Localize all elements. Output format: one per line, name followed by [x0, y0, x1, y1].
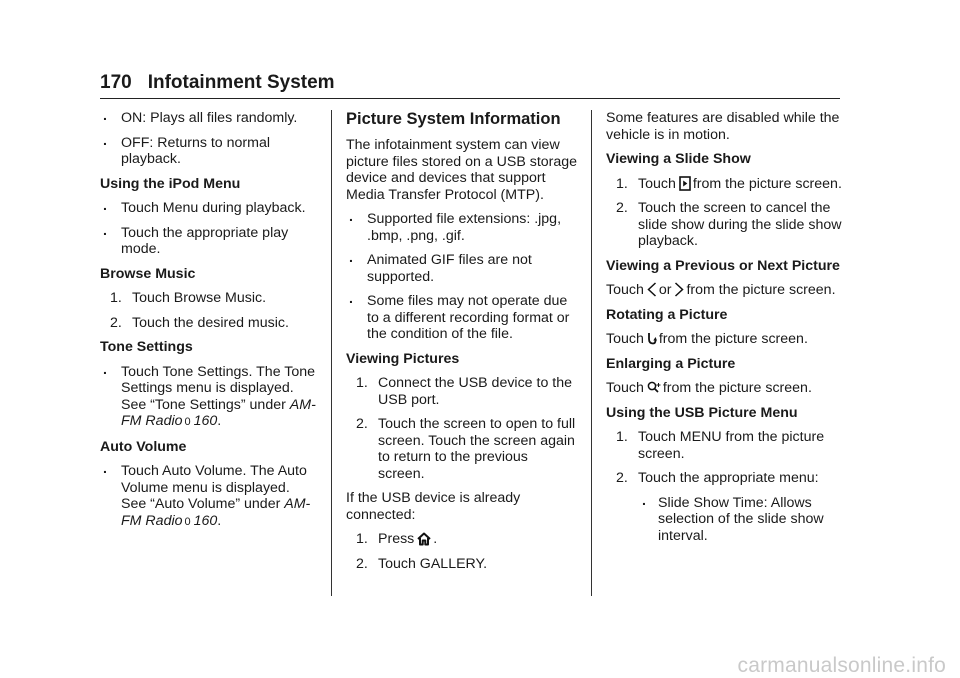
- item-text: Touch the appropriate play mode.: [121, 224, 289, 257]
- step-item: [100, 315, 316, 332]
- bullet: .: [103, 132, 107, 149]
- column-3: [606, 110, 842, 552]
- step-number: 1.: [356, 531, 368, 547]
- bullet: .: [103, 222, 107, 239]
- page-header: [100, 72, 840, 94]
- step-item: [346, 416, 578, 482]
- heading-slide-show: Viewing a Slide Show: [606, 151, 751, 167]
- intro-paragraph: Some features are disabled while the vehicle is in motion.: [606, 110, 840, 143]
- step-text: Touch GALLERY.: [378, 555, 488, 572]
- previous-next-paragraph: [606, 282, 842, 299]
- heading-rotating: Rotating a Picture: [606, 306, 728, 323]
- text: Touch: [606, 331, 644, 347]
- step-number: 1.: [110, 290, 122, 306]
- step-number: 2.: [356, 416, 368, 432]
- page-ref-symbol: 0: [184, 416, 191, 428]
- text: or: [658, 282, 672, 298]
- list-item: [100, 132, 316, 168]
- page-ref-number: 160: [193, 413, 218, 429]
- list-item: [346, 252, 578, 285]
- chevron-right-icon: [674, 282, 684, 297]
- item-text: Animated GIF files are not supported.: [367, 252, 532, 285]
- heading-ipod-menu: Using the iPod Menu: [100, 175, 241, 192]
- step-number: 2.: [616, 470, 628, 486]
- step-text-suffix: from the picture screen.: [692, 175, 842, 192]
- item-text: Touch Tone Settings. The Tone Settings menu is displayed. See “Tone Settings” under: [121, 363, 316, 413]
- step-text: Touch: [638, 175, 676, 192]
- heading-previous-next: Viewing a Previous or Next Picture: [606, 257, 840, 274]
- text: from the picture screen.: [686, 282, 836, 298]
- column-divider-2: [591, 110, 592, 596]
- rotate-icon: [647, 331, 657, 346]
- item-text: Slide Show Time: Allows selection of the slide show interval.: [658, 494, 824, 544]
- step-text: Touch Browse Music.: [132, 290, 267, 306]
- heading-browse-music: Browse Music: [100, 265, 196, 282]
- slideshow-icon: [679, 176, 691, 191]
- bullet: .: [103, 361, 107, 378]
- step-number: 1.: [616, 429, 628, 445]
- chevron-left-icon: [647, 282, 657, 297]
- item-text: OFF: Returns to normal playback.: [121, 134, 271, 167]
- heading-auto-volume: Auto Volume: [100, 438, 187, 455]
- list-item: [100, 110, 316, 127]
- item-text: ON: Plays all files randomly.: [121, 110, 298, 126]
- item-text: Touch Auto Volume. The Auto Volume menu is displayed. See “Auto Volume” under: [121, 463, 307, 512]
- enlarge-paragraph: [606, 380, 842, 397]
- step-item: [606, 470, 842, 487]
- heading-viewing-pictures: Viewing Pictures: [346, 350, 460, 367]
- heading-usb-menu: Using the USB Picture Menu: [606, 404, 798, 421]
- text: Touch: [606, 380, 644, 396]
- bullet: .: [103, 198, 107, 214]
- page-number: 170: [100, 72, 132, 93]
- step-text: Touch MENU from the picture screen.: [638, 429, 825, 462]
- step-number: 2.: [356, 555, 368, 572]
- step-number: 2.: [110, 314, 122, 331]
- column-divider-1: [331, 110, 332, 596]
- bullet: .: [642, 492, 646, 509]
- cross-reference: AM-FM Radio: [121, 496, 311, 529]
- text: Touch: [606, 282, 644, 298]
- zoom-icon: [647, 381, 661, 395]
- step-text: Touch the screen to open to full screen. Touch the screen again to return to the previous screen.: [378, 416, 576, 482]
- bullet: .: [349, 250, 353, 266]
- heading-enlarging: Enlarging a Picture: [606, 355, 736, 372]
- rotate-paragraph: [606, 331, 842, 348]
- intro-paragraph: The infotainment system can view picture files stored on a USB storage device and devices that support Media Transfer Protocol (MTP).: [346, 137, 578, 203]
- step-text: Connect the USB device to the USB port.: [378, 375, 573, 408]
- item-text: Touch Menu during playback.: [121, 200, 306, 216]
- heading-tone-settings: Tone Settings: [100, 339, 193, 355]
- bullet: .: [103, 108, 107, 124]
- bullet: .: [349, 291, 353, 307]
- section-title: Picture System Information: [346, 110, 561, 128]
- watermark: carmanualsonline.info: [737, 653, 946, 677]
- item-text: Supported file extensions: .jpg, .bmp, .png, .gif.: [367, 211, 562, 244]
- column-2: [346, 110, 578, 580]
- home-icon: [417, 532, 431, 546]
- chapter-title: Infotainment System: [147, 72, 335, 93]
- list-item: [346, 293, 578, 343]
- step-item: [606, 200, 842, 250]
- connected-paragraph: If the USB device is already connected:: [346, 490, 521, 523]
- step-item: [100, 290, 316, 307]
- step-text: Touch the desired music.: [132, 314, 289, 331]
- cross-reference: AM-FM Radio: [121, 396, 316, 429]
- step-item: [346, 556, 578, 573]
- page-ref-number: 160: [193, 512, 218, 529]
- list-item: [346, 211, 578, 244]
- step-text: Press: [378, 531, 415, 547]
- item-text: Some files may not operate due to a different recording format or the condition of the file.: [367, 293, 570, 342]
- step-item: [606, 429, 842, 462]
- text: from the picture screen.: [662, 380, 812, 396]
- bullet: .: [103, 461, 107, 477]
- list-item: [606, 492, 842, 545]
- page-ref-symbol: 0: [184, 515, 191, 528]
- step-item: 1. Press .: [356, 531, 438, 547]
- list-item: . Touch Tone Settings. The Tone Settings menu is displayed. See “Tone Settings” under AM-FM Radio 0 160.: [103, 361, 316, 429]
- step-number: 1.: [356, 375, 368, 391]
- column-1: [100, 110, 316, 538]
- list-item: [100, 222, 316, 258]
- step-item: [346, 375, 578, 408]
- step-number: 1.: [616, 175, 628, 192]
- step-text: Touch the screen to cancel the slide show during the slide show playback.: [638, 200, 842, 249]
- bullet: .: [349, 209, 353, 225]
- header-rule: [100, 98, 840, 99]
- step-item: [606, 176, 842, 193]
- list-item: . Touch Auto Volume. The Auto Volume menu is displayed. See “Auto Volume” under AM-FM Radio 0 160.: [103, 461, 311, 529]
- text: from the picture screen.: [658, 331, 808, 347]
- header-text: [100, 72, 840, 94]
- step-text: Touch the appropriate menu:: [638, 470, 819, 486]
- list-item: [100, 200, 316, 217]
- step-number: 2.: [616, 200, 628, 216]
